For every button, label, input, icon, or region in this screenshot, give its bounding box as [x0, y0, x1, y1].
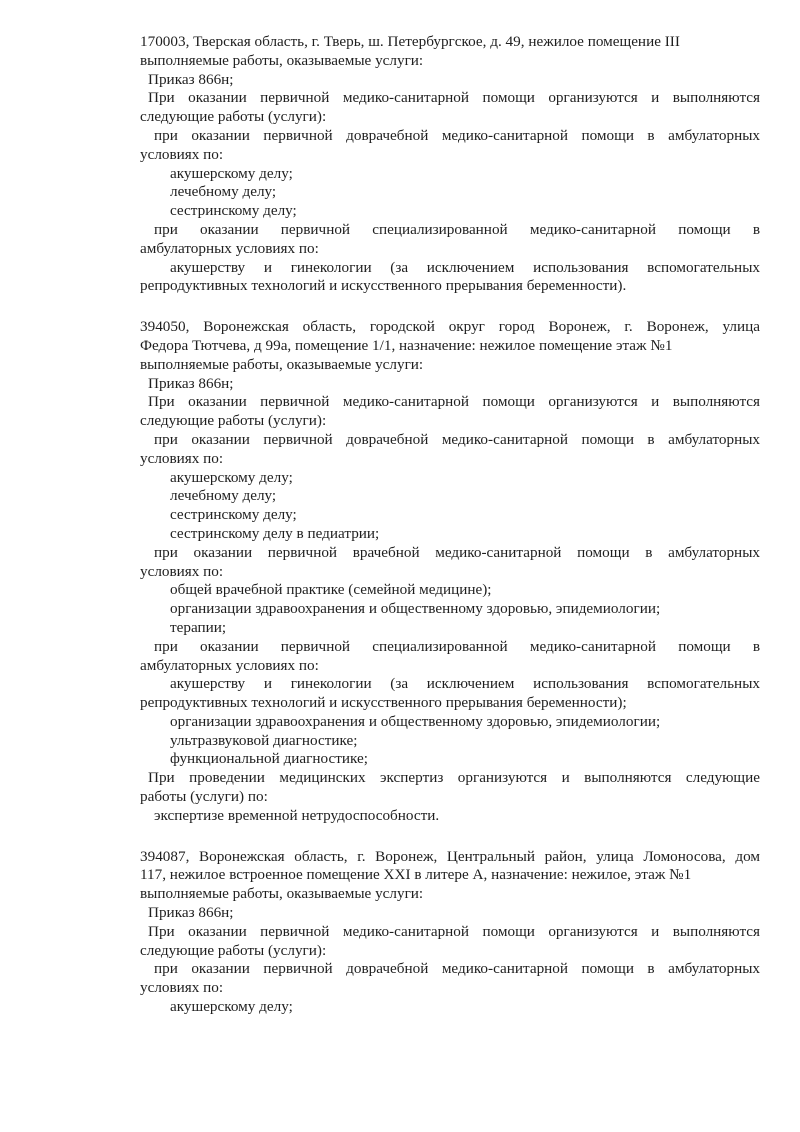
text-line: экспертизе временной нетрудоспособности.	[154, 806, 440, 824]
text-line: организации здравоохранения и общественному здоровью, эпидемиологии;	[170, 600, 661, 618]
text-line: организации здравоохранения и общественному здоровью, эпидемиологии;	[170, 712, 661, 730]
text-line: сестринскому делу;	[170, 202, 297, 220]
text-line: амбулаторных условиях по:	[140, 656, 319, 674]
document-page	[140, 33, 760, 1017]
text-line: сестринскому делу;	[170, 506, 297, 524]
text-line: 394050, Воронежская область, городской округ город Воронеж, г. Воронеж, улица	[140, 318, 760, 336]
text-line: следующие работы (услуги):	[140, 412, 327, 430]
text-line: работы (услуги) по:	[140, 788, 268, 806]
text-line: При проведении медицинских экспертиз организуются и выполняются следующие	[148, 769, 760, 787]
text-line: репродуктивных технологий и искусственного прерывания беременности).	[140, 277, 627, 295]
text-line: лечебному делу;	[170, 183, 277, 201]
text-line: следующие работы (услуги):	[140, 941, 327, 959]
text-line: условиях по:	[140, 449, 224, 467]
text-line: При оказании первичной медико-санитарной помощи организуются и выполняются	[148, 393, 760, 411]
text-line: условиях по:	[140, 562, 224, 580]
text-line: условиях по:	[140, 979, 224, 997]
entry-170003-tver	[140, 33, 760, 296]
text-line: при оказании первичной специализированной медико-санитарной помощи в	[154, 220, 760, 238]
entry-394087-voronezh	[140, 848, 760, 1017]
text-line: лечебному делу;	[170, 487, 277, 505]
text-line: Приказ 866н;	[148, 904, 234, 922]
text-line: общей врачебной практике (семейной медицине);	[170, 581, 492, 599]
text-line: выполняемые работы, оказываемые услуги:	[140, 885, 424, 903]
text-line: репродуктивных технологий и искусственного прерывания беременности);	[140, 694, 627, 712]
entry-394050-voronezh	[140, 318, 760, 826]
text-line: выполняемые работы, оказываемые услуги:	[140, 355, 424, 373]
text-line: при оказании первичной специализированной медико-санитарной помощи в	[154, 637, 760, 655]
text-line: сестринскому делу в педиатрии;	[170, 524, 380, 542]
text-line: При оказании первичной медико-санитарной помощи организуются и выполняются	[148, 922, 760, 940]
text-line: акушерскому делу;	[170, 998, 293, 1016]
text-line: акушерскому делу;	[170, 164, 293, 182]
text-line: акушерству и гинекологии (за исключением использования вспомогательных	[170, 675, 760, 693]
text-line: акушерскому делу;	[170, 468, 293, 486]
text-line: акушерству и гинекологии (за исключением использования вспомогательных	[170, 258, 760, 276]
text-line: Федора Тютчева, д 99а, помещение 1/1, назначение: нежилое помещение этаж №1	[140, 336, 673, 354]
text-line: выполняемые работы, оказываемые услуги:	[140, 51, 424, 69]
text-line: при оказании первичной врачебной медико-санитарной помощи в амбулаторных	[154, 543, 760, 561]
text-line: условиях по:	[140, 145, 224, 163]
text-line: терапии;	[170, 618, 227, 636]
text-line: Приказ 866н;	[148, 70, 234, 88]
text-line: 394087, Воронежская область, г. Воронеж, Центральный район, улица Ломоносова, дом	[140, 847, 760, 865]
text-line: ультразвуковой диагностике;	[170, 731, 358, 749]
text-line: При оказании первичной медико-санитарной помощи организуются и выполняются	[148, 89, 760, 107]
text-line: функциональной диагностике;	[170, 750, 368, 768]
text-line: при оказании первичной доврачебной медико-санитарной помощи в амбулаторных	[154, 960, 760, 978]
text-line: при оказании первичной доврачебной медико-санитарной помощи в амбулаторных	[154, 430, 760, 448]
text-line: амбулаторных условиях по:	[140, 239, 319, 257]
text-line: 170003, Тверская область, г. Тверь, ш. Петербургское, д. 49, нежилое помещение III	[140, 33, 680, 50]
text-line: при оказании первичной доврачебной медико-санитарной помощи в амбулаторных	[154, 126, 760, 144]
text-line: следующие работы (услуги):	[140, 108, 327, 126]
text-line: 117, нежилое встроенное помещение XXI в литере А, назначение: нежилое, этаж №1	[140, 866, 692, 884]
text-line: Приказ 866н;	[148, 374, 234, 392]
